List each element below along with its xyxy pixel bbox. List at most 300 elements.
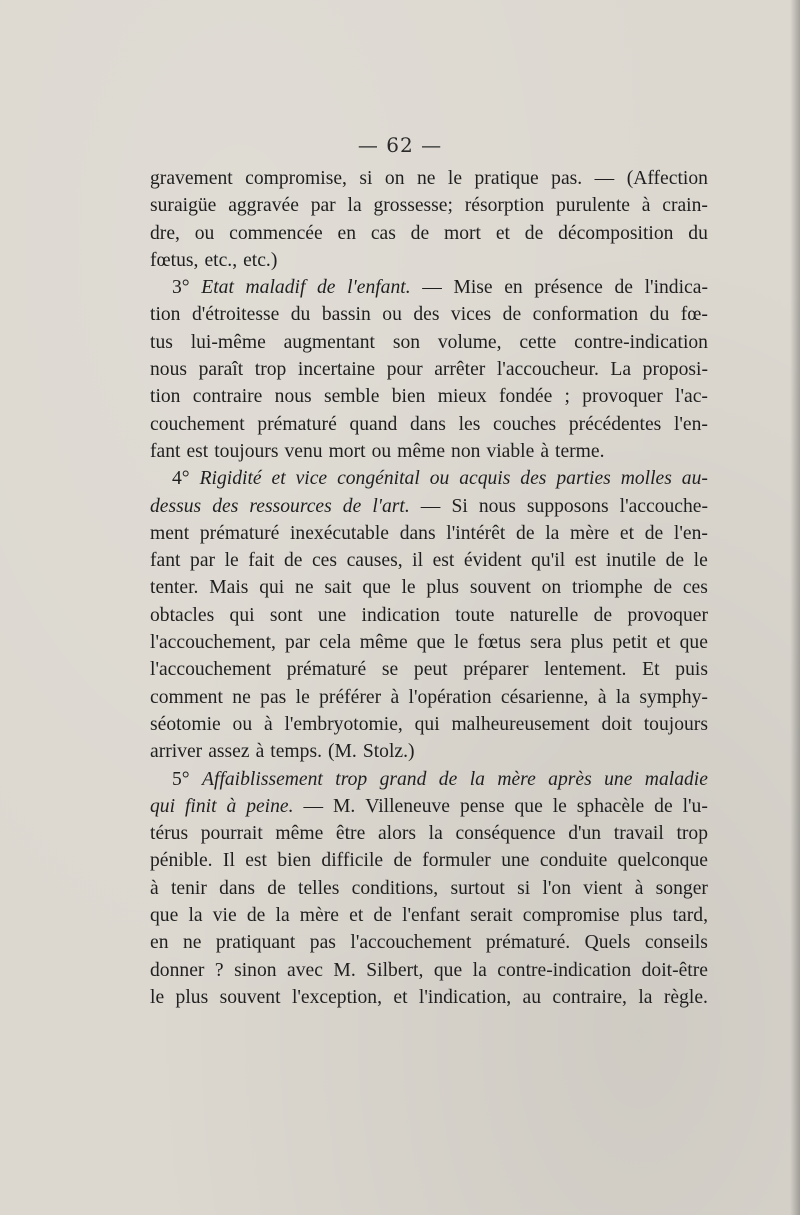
word: et bbox=[495, 222, 510, 244]
word: ne bbox=[416, 168, 436, 189]
word: bien bbox=[277, 850, 312, 872]
text-line bbox=[150, 301, 708, 328]
word: pratique bbox=[474, 168, 539, 189]
word: commencée bbox=[229, 222, 323, 244]
word: le bbox=[224, 550, 239, 572]
word: terme. bbox=[555, 440, 605, 462]
word: quand bbox=[349, 413, 398, 435]
word: être bbox=[335, 823, 366, 845]
word: fœ- bbox=[680, 304, 708, 326]
word: semble bbox=[323, 386, 380, 408]
word: augmentant bbox=[283, 331, 375, 353]
italic-word: et bbox=[271, 468, 286, 490]
word: venu bbox=[284, 440, 323, 462]
text-line bbox=[150, 656, 708, 683]
word: doit bbox=[601, 713, 632, 735]
word: de bbox=[614, 277, 633, 299]
word: pour bbox=[386, 359, 423, 381]
word: viable bbox=[486, 440, 535, 462]
body-text bbox=[150, 165, 708, 1011]
word: par bbox=[190, 550, 216, 572]
word: telles bbox=[298, 877, 340, 899]
word: césarienne, bbox=[500, 686, 589, 708]
italic-word: maladie bbox=[644, 768, 708, 790]
word: Si bbox=[451, 495, 468, 517]
word: de bbox=[644, 522, 664, 544]
word: mort bbox=[328, 440, 366, 462]
text-line bbox=[150, 875, 708, 902]
word: de bbox=[516, 522, 535, 544]
word: suraigüe bbox=[150, 195, 217, 217]
word: petit bbox=[612, 632, 648, 654]
word: ou bbox=[382, 304, 402, 326]
word: tenter. bbox=[150, 577, 199, 599]
word: qu'il bbox=[531, 550, 566, 572]
text-line bbox=[150, 493, 708, 520]
page-number: — 62 — bbox=[357, 133, 443, 157]
word: qui bbox=[229, 604, 255, 626]
word: térus bbox=[150, 823, 189, 845]
word: vient bbox=[583, 877, 623, 899]
word: pas. bbox=[551, 168, 583, 189]
word: même bbox=[275, 823, 324, 845]
word: en bbox=[337, 222, 357, 244]
word: — bbox=[303, 795, 324, 817]
italic-word: vice bbox=[295, 468, 328, 490]
text-line bbox=[150, 929, 708, 956]
word: l'accoucheur. bbox=[496, 359, 599, 381]
word: doit-être bbox=[641, 959, 708, 981]
word: tion bbox=[150, 304, 181, 326]
word: — bbox=[594, 168, 615, 189]
word: pratiquant bbox=[215, 932, 296, 954]
word: ne bbox=[232, 686, 251, 708]
word: ; bbox=[564, 386, 570, 408]
italic-word: de bbox=[342, 495, 362, 517]
word: puis bbox=[675, 659, 708, 681]
word: M. bbox=[333, 959, 356, 981]
word: le bbox=[552, 795, 567, 817]
word: une bbox=[501, 850, 530, 872]
italic-word: finit bbox=[184, 795, 217, 817]
italic-word: Affaiblissement bbox=[202, 768, 323, 790]
word: prématuré. bbox=[485, 932, 571, 954]
word: 3° bbox=[172, 277, 190, 299]
word: pense bbox=[459, 795, 505, 817]
word: conduite bbox=[539, 850, 608, 872]
word: (Affection bbox=[626, 168, 708, 189]
word: grossesse; bbox=[373, 195, 453, 217]
italic-word: de bbox=[317, 277, 336, 299]
word: triomphe bbox=[572, 577, 643, 599]
word: conformation bbox=[532, 304, 639, 326]
word: Et bbox=[642, 659, 660, 681]
word: temps. bbox=[270, 741, 322, 763]
word: on bbox=[384, 168, 405, 189]
word: donner bbox=[150, 959, 205, 981]
word: à bbox=[263, 713, 273, 735]
word: comment bbox=[150, 686, 223, 708]
word: par bbox=[285, 632, 311, 654]
word: préparer bbox=[463, 659, 529, 681]
text-line bbox=[150, 902, 708, 929]
text-line bbox=[150, 629, 708, 656]
text-line bbox=[150, 220, 708, 247]
word: et bbox=[349, 905, 364, 927]
word: sont bbox=[269, 604, 303, 626]
word: supposons bbox=[526, 495, 609, 517]
word: fant bbox=[150, 550, 181, 572]
word: arrêter bbox=[434, 359, 486, 381]
word: la bbox=[428, 823, 443, 845]
word: fœtus bbox=[477, 632, 521, 654]
word: l'u- bbox=[682, 795, 708, 817]
word: à bbox=[641, 195, 651, 217]
word: incertaine bbox=[297, 359, 376, 381]
word: inutile bbox=[606, 550, 657, 572]
italic-word: peine. bbox=[246, 795, 294, 817]
word: est bbox=[245, 850, 267, 872]
italic-word: la bbox=[469, 768, 485, 790]
word: le bbox=[454, 632, 469, 654]
word: une bbox=[317, 604, 347, 626]
word: M. bbox=[332, 795, 356, 817]
word: que bbox=[679, 632, 708, 654]
word: 4° bbox=[172, 468, 190, 490]
italic-word: parties bbox=[556, 468, 611, 490]
word: décomposition bbox=[558, 222, 674, 244]
italic-word: dessus bbox=[150, 495, 202, 517]
word: l'en- bbox=[673, 413, 708, 435]
word: pourrait bbox=[200, 823, 263, 845]
word: plus bbox=[175, 986, 209, 1008]
word: de bbox=[654, 795, 673, 817]
word: inexécutable bbox=[289, 522, 389, 544]
word: Quels bbox=[584, 932, 631, 954]
text-line bbox=[150, 383, 708, 410]
word: pénible. bbox=[150, 850, 213, 872]
word: en bbox=[504, 277, 523, 299]
word: compromise bbox=[522, 905, 620, 927]
text-line bbox=[150, 847, 708, 874]
word: sinon bbox=[234, 959, 277, 981]
word: tus bbox=[150, 331, 173, 353]
italic-word: l'enfant. bbox=[347, 277, 411, 299]
word: de bbox=[502, 304, 522, 326]
word: résorption bbox=[464, 195, 545, 217]
word: lentement. bbox=[544, 659, 627, 681]
text-line bbox=[150, 547, 708, 574]
word: Mise bbox=[453, 277, 493, 299]
text-line bbox=[150, 957, 708, 984]
word: ou bbox=[194, 222, 215, 244]
word: peut bbox=[413, 659, 448, 681]
word: de bbox=[410, 222, 430, 244]
word: séotomie bbox=[150, 713, 221, 735]
word: à bbox=[255, 741, 265, 763]
word: l'accouchement bbox=[350, 932, 472, 954]
italic-word: congénital bbox=[337, 468, 420, 490]
text-line bbox=[150, 574, 708, 601]
word: plus bbox=[629, 905, 663, 927]
word: qui bbox=[414, 713, 440, 735]
word: le bbox=[693, 550, 708, 572]
word: 5° bbox=[172, 768, 190, 790]
word: nous bbox=[150, 359, 188, 381]
word: purulente bbox=[555, 195, 630, 217]
word: que bbox=[150, 905, 179, 927]
word: travail bbox=[613, 823, 664, 845]
word: ne bbox=[182, 932, 202, 954]
text-line bbox=[150, 820, 708, 847]
text-line bbox=[150, 984, 708, 1011]
word: compromise, bbox=[245, 168, 347, 189]
word: conditions, bbox=[351, 877, 439, 899]
word: de bbox=[246, 905, 266, 927]
word: du bbox=[290, 304, 311, 326]
word: précédentes bbox=[568, 413, 662, 435]
word: Stolz.) bbox=[362, 741, 415, 763]
text-line bbox=[150, 711, 708, 738]
word: d'un bbox=[568, 823, 602, 845]
italic-word: molles bbox=[620, 468, 672, 490]
word: l'accouche- bbox=[619, 495, 708, 517]
word: fant bbox=[150, 440, 181, 462]
word: du bbox=[688, 222, 708, 244]
word: il bbox=[412, 550, 424, 572]
word: prématuré bbox=[286, 659, 367, 681]
word: l'enfant bbox=[402, 905, 461, 927]
text-line bbox=[150, 520, 708, 547]
word: la bbox=[347, 195, 362, 217]
word: que bbox=[416, 632, 446, 654]
word: symphy- bbox=[639, 686, 708, 708]
italic-word: ou bbox=[429, 468, 450, 490]
word: de bbox=[593, 604, 613, 626]
italic-word: mère bbox=[497, 768, 536, 790]
italic-word: après bbox=[548, 768, 592, 790]
word: dans bbox=[219, 877, 256, 899]
word: paraît bbox=[198, 359, 244, 381]
word: bassin bbox=[321, 304, 371, 326]
word: — bbox=[422, 277, 442, 299]
word: alors bbox=[377, 823, 417, 845]
word: ces bbox=[311, 550, 338, 572]
word: les bbox=[458, 413, 481, 435]
word: plus bbox=[570, 632, 604, 654]
word: volume, bbox=[437, 331, 502, 353]
word: le bbox=[447, 168, 463, 189]
italic-word: Etat bbox=[201, 277, 234, 299]
word: mort bbox=[443, 222, 481, 244]
word: proposi- bbox=[642, 359, 708, 381]
word: malheureusement bbox=[451, 713, 590, 735]
word: la bbox=[188, 905, 203, 927]
word: cas bbox=[370, 222, 396, 244]
word: l'accouchement bbox=[150, 659, 272, 681]
word: etc.) bbox=[243, 249, 278, 271]
word: souvent bbox=[219, 986, 281, 1008]
word: dans bbox=[399, 522, 436, 544]
word: à bbox=[597, 686, 607, 708]
word: difficile bbox=[321, 850, 384, 872]
word: causes, bbox=[346, 550, 403, 572]
word: et bbox=[656, 632, 671, 654]
word: la bbox=[545, 522, 560, 544]
word: la bbox=[275, 905, 290, 927]
word: mère bbox=[299, 905, 339, 927]
word: ou bbox=[232, 713, 253, 735]
word: est bbox=[432, 550, 455, 572]
italic-word: maladif bbox=[245, 277, 306, 299]
text-line bbox=[150, 684, 708, 711]
word: l'on bbox=[542, 877, 572, 899]
word: son bbox=[392, 331, 421, 353]
text-line bbox=[150, 602, 708, 629]
word: vie bbox=[212, 905, 237, 927]
word: du bbox=[649, 304, 670, 326]
word: ment bbox=[150, 522, 190, 544]
italic-word: l'art. bbox=[372, 495, 410, 517]
word: sera bbox=[530, 632, 562, 654]
italic-word: des bbox=[520, 468, 547, 490]
text-line bbox=[150, 738, 708, 765]
word: trop bbox=[676, 823, 708, 845]
text-line bbox=[150, 438, 708, 465]
word: évident bbox=[463, 550, 522, 572]
word: assez bbox=[208, 741, 250, 763]
word: préférer bbox=[319, 686, 382, 708]
italic-word: qui bbox=[150, 795, 176, 817]
word: souvent bbox=[469, 577, 531, 599]
word: — bbox=[420, 495, 441, 517]
word: de bbox=[267, 877, 286, 899]
word: toute bbox=[455, 604, 495, 626]
word: pas bbox=[260, 686, 287, 708]
text-line bbox=[150, 165, 708, 192]
italic-word: trop bbox=[335, 768, 368, 790]
italic-word: des bbox=[212, 495, 239, 517]
word: tard, bbox=[672, 905, 708, 927]
text-line bbox=[150, 766, 708, 793]
word: etc., bbox=[204, 249, 238, 271]
italic-word: grand bbox=[379, 768, 427, 790]
word: tenir bbox=[170, 877, 207, 899]
word: vices bbox=[450, 304, 492, 326]
word: est bbox=[186, 440, 209, 462]
word: (M. bbox=[327, 741, 357, 763]
text-line bbox=[150, 192, 708, 219]
word: pas bbox=[309, 932, 336, 954]
word: ces bbox=[682, 577, 708, 599]
word: couches bbox=[493, 413, 557, 435]
word: cela bbox=[319, 632, 351, 654]
word: crain- bbox=[662, 195, 708, 217]
word: à bbox=[390, 686, 400, 708]
word: l'indication, bbox=[418, 986, 512, 1008]
word: d'étroitesse bbox=[191, 304, 280, 326]
word: l'opération bbox=[408, 686, 492, 708]
word: Mais bbox=[209, 577, 249, 599]
word: bien bbox=[391, 386, 426, 408]
italic-word: à bbox=[226, 795, 237, 817]
word: qui bbox=[259, 577, 285, 599]
word: La bbox=[610, 359, 632, 381]
word: des bbox=[413, 304, 440, 326]
word: contre-indication bbox=[497, 959, 632, 981]
word: toujours bbox=[214, 440, 279, 462]
word: toujours bbox=[643, 713, 708, 735]
word: ou bbox=[371, 440, 392, 462]
word: par bbox=[310, 195, 336, 217]
word: le bbox=[401, 577, 416, 599]
word: Il bbox=[222, 850, 235, 872]
word: sphacèle bbox=[576, 795, 645, 817]
word: l'accouchement, bbox=[150, 632, 276, 654]
word: couchement bbox=[150, 413, 245, 435]
word: l'embryotomie, bbox=[284, 713, 403, 735]
word: l'indica- bbox=[644, 277, 708, 299]
italic-word: acquis bbox=[459, 468, 511, 490]
text-line bbox=[150, 411, 708, 438]
word: quelconque bbox=[617, 850, 708, 872]
word: cette bbox=[519, 331, 557, 353]
word: on bbox=[541, 577, 562, 599]
word: de bbox=[524, 222, 544, 244]
word: serait bbox=[470, 905, 513, 927]
italic-word: Rigidité bbox=[199, 468, 262, 490]
word: formuler bbox=[422, 850, 491, 872]
word: tion bbox=[150, 386, 181, 408]
word: même bbox=[397, 440, 446, 462]
word: l'exception, bbox=[291, 986, 382, 1008]
text-line bbox=[150, 356, 708, 383]
word: naturelle bbox=[509, 604, 579, 626]
word: fœtus, bbox=[150, 249, 199, 271]
word: de bbox=[373, 905, 392, 927]
word: à bbox=[150, 877, 159, 899]
text-line bbox=[150, 793, 708, 820]
word: Silbert, bbox=[366, 959, 424, 981]
word: mieux bbox=[437, 386, 487, 408]
word: est bbox=[574, 550, 597, 572]
word: le bbox=[150, 986, 165, 1008]
word: prématuré bbox=[199, 522, 280, 544]
word: mère bbox=[570, 522, 610, 544]
word: conséquence bbox=[455, 823, 556, 845]
word: à bbox=[540, 440, 550, 462]
word: l'ac- bbox=[675, 386, 708, 408]
word: non bbox=[451, 440, 481, 462]
word: gravement bbox=[150, 168, 233, 189]
word: nous bbox=[478, 495, 516, 517]
word: la bbox=[615, 686, 631, 708]
word: l'intérêt bbox=[446, 522, 506, 544]
word: provoquer bbox=[627, 604, 708, 626]
page-edge-shadow bbox=[790, 0, 800, 1215]
word: si bbox=[359, 168, 373, 189]
word: la bbox=[472, 959, 487, 981]
word: et bbox=[393, 986, 408, 1008]
word: présence bbox=[534, 277, 603, 299]
word: le bbox=[295, 686, 310, 708]
text-line bbox=[150, 329, 708, 356]
word: contre-indication bbox=[574, 331, 708, 353]
word: sait bbox=[324, 577, 352, 599]
word: en bbox=[150, 932, 169, 954]
word: songer bbox=[655, 877, 708, 899]
word: fondée bbox=[498, 386, 553, 408]
